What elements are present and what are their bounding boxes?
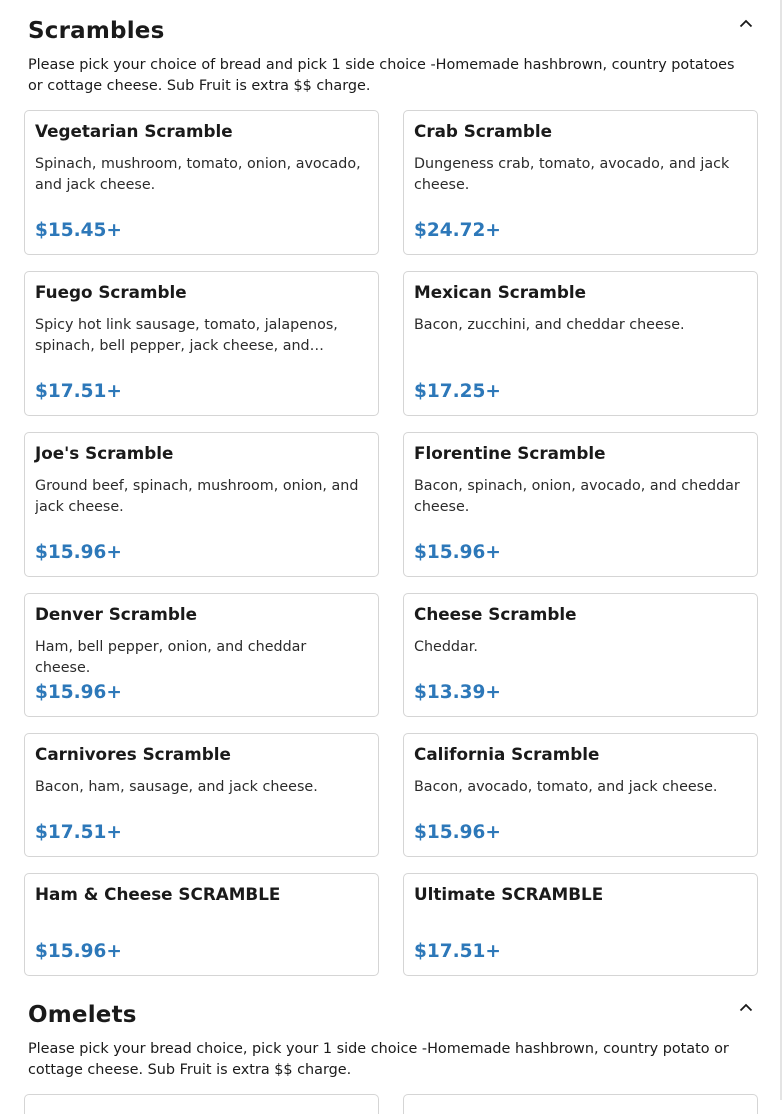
item-description: Cheddar. — [414, 639, 478, 655]
item-price: $15.45+ — [35, 220, 122, 241]
menu-item-card[interactable] — [403, 873, 758, 976]
chevron-up-icon[interactable] — [738, 16, 754, 32]
item-name: Carnivores Scramble — [35, 744, 231, 764]
menu-item-card[interactable] — [24, 733, 379, 857]
item-description: Bacon, spinach, onion, avocado, and cheddar cheese. — [414, 478, 740, 515]
menu-item-card[interactable] — [403, 432, 758, 577]
item-price: $17.51+ — [414, 941, 501, 962]
item-price: $17.51+ — [35, 822, 122, 843]
menu-item-card[interactable] — [403, 733, 758, 857]
menu-item-card[interactable] — [24, 873, 379, 976]
item-description: Bacon, ham, sausage, and jack cheese. — [35, 779, 318, 795]
item-name: Ultimate SCRAMBLE — [414, 884, 604, 904]
item-description: Bacon, zucchini, and cheddar cheese. — [414, 317, 685, 333]
item-price: $24.72+ — [414, 220, 501, 241]
menu-item-card[interactable] — [403, 110, 758, 255]
item-name: Crab Scramble — [414, 121, 553, 141]
chevron-up-icon[interactable] — [738, 1000, 754, 1016]
item-name: Vegetarian Scramble — [35, 121, 233, 141]
menu-item-card[interactable] — [24, 1094, 379, 1114]
item-name: Denver Scramble — [35, 604, 197, 624]
item-name: Cheese Scramble — [414, 604, 577, 624]
menu-item-card[interactable] — [24, 593, 379, 717]
item-description: Ground beef, spinach, mushroom, onion, and jack cheese. — [35, 478, 359, 515]
item-price: $17.51+ — [35, 381, 122, 402]
menu-item-card[interactable] — [403, 1094, 758, 1114]
item-description: Spinach, mushroom, tomato, onion, avocado, and jack cheese. — [35, 156, 361, 193]
item-price: $15.96+ — [35, 941, 122, 962]
item-price: $15.96+ — [414, 542, 501, 563]
omelets-section — [0, 1002, 780, 1078]
item-name: Joe's Scramble — [35, 443, 174, 463]
scrambles-section — [0, 18, 780, 94]
menu-item-card[interactable] — [403, 271, 758, 416]
menu-item-card[interactable] — [24, 271, 379, 416]
item-description: Ham, bell pepper, onion, and cheddar cheese. — [35, 639, 307, 676]
menu-item-card[interactable] — [24, 110, 379, 255]
omelets-header — [0, 1004, 780, 1044]
section-description: Please pick your bread choice, pick your 1 side choice -Homemade hashbrown, country potato or cottage cheese. Sub Fruit is extra $$ charge. — [28, 1041, 729, 1078]
section-title: Scrambles — [28, 18, 165, 44]
item-price: $13.39+ — [414, 682, 501, 703]
item-price: $15.96+ — [414, 822, 501, 843]
item-description: Spicy hot link sausage, tomato, jalapenos, spinach, bell pepper, jack cheese, and… — [35, 317, 338, 354]
scrambles-header — [0, 20, 780, 60]
item-name: Mexican Scramble — [414, 282, 586, 302]
menu-item-card[interactable] — [24, 432, 379, 577]
item-description: Bacon, avocado, tomato, and jack cheese. — [414, 779, 718, 795]
item-name: California Scramble — [414, 744, 600, 764]
item-price: $17.25+ — [414, 381, 501, 402]
section-description: Please pick your choice of bread and pick 1 side choice -Homemade hashbrown, country potatoes or cottage cheese. Sub Fruit is extra $$ charge. — [28, 57, 735, 94]
menu-item-card[interactable] — [403, 593, 758, 717]
section-title: Omelets — [28, 1002, 137, 1028]
item-description: Dungeness crab, tomato, avocado, and jack cheese. — [414, 156, 730, 193]
item-name: Ham & Cheese SCRAMBLE — [35, 884, 281, 904]
item-name: Fuego Scramble — [35, 282, 187, 302]
item-price: $15.96+ — [35, 682, 122, 703]
item-name: Florentine Scramble — [414, 443, 606, 463]
item-price: $15.96+ — [35, 542, 122, 563]
